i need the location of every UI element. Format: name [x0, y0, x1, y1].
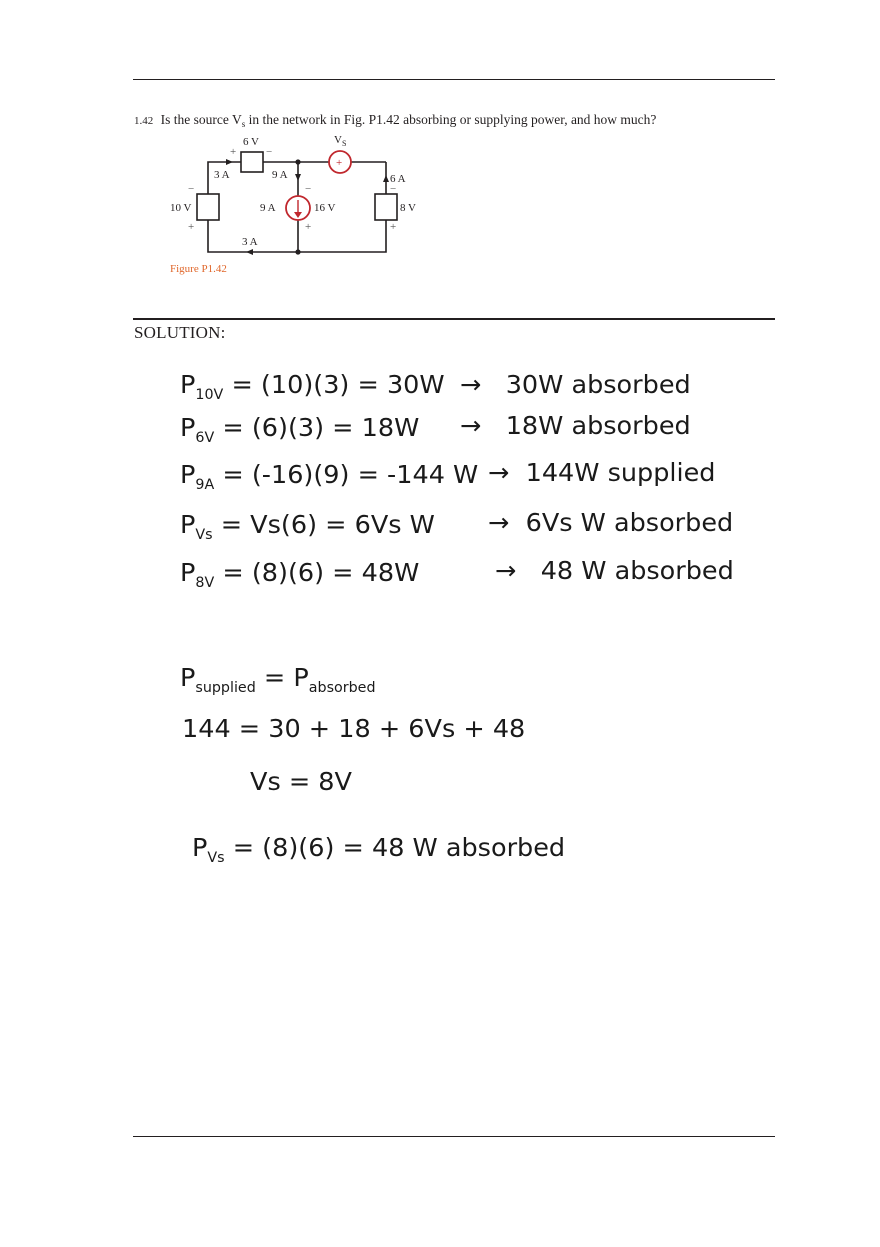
power-expression: = (6)(3) = 18W: [222, 413, 420, 442]
label-9a-branch: 9 A: [272, 169, 288, 181]
sign-8v-minus: −: [390, 183, 397, 195]
power-expression: = (8)(6) = 48W: [222, 558, 420, 587]
power-expression: = Vs(6) = 6Vs W: [220, 510, 435, 539]
label-10v: 10 V: [170, 202, 192, 214]
arrow-glyph: →: [488, 508, 510, 537]
sign-10v-plus: +: [188, 221, 195, 233]
power-result: 18W absorbed: [505, 411, 691, 440]
arrow-glyph: →: [460, 411, 482, 440]
arrow-9a-branch: [295, 174, 301, 181]
arrow-3a-top: [226, 159, 233, 165]
arrow-glyph: →: [488, 458, 510, 487]
power-line-10v: [180, 370, 445, 403]
problem-text-after: in the network in Fig. P1.42 absorbing or supplying power, and how much?: [245, 112, 657, 127]
bottom-rule: [133, 1136, 775, 1137]
sign-16v-minus: −: [305, 183, 312, 195]
final-power-line: [192, 833, 566, 866]
power-result-8v: [495, 556, 734, 586]
power-line-6v: [180, 413, 420, 446]
power-symbol: P: [180, 460, 196, 489]
sign-6v-plus: +: [230, 146, 237, 158]
power-result-6v: [460, 411, 691, 441]
label-8v: 8 V: [400, 202, 416, 214]
power-line-9a: [180, 460, 479, 493]
power-subscript: Vs: [195, 527, 213, 543]
power-result-vs: [488, 508, 733, 538]
problem-number: 1.42: [134, 115, 154, 127]
figure-caption: Figure P1.42: [170, 263, 227, 275]
circuit-diagram: [160, 128, 430, 263]
label-3a-bottom: 3 A: [242, 236, 258, 248]
final-power-expression: = (8)(6) = 48 W absorbed: [232, 833, 566, 862]
power-expression: = (-16)(9) = -144 W: [222, 460, 479, 489]
balance-p2: P: [293, 663, 309, 692]
power-result-9a: [488, 458, 715, 488]
power-symbol: P: [180, 413, 196, 442]
vs-plus-sign: +: [336, 157, 343, 169]
arrow-glyph: →: [460, 370, 482, 399]
label-16v: 16 V: [314, 202, 336, 214]
sign-8v-plus: +: [390, 221, 397, 233]
element-6v: [241, 152, 263, 172]
problem-text-before: Is the source V: [160, 112, 242, 127]
power-subscript: 9A: [195, 477, 215, 493]
power-expression: = (10)(3) = 30W: [231, 370, 445, 399]
arrow-glyph: →: [495, 556, 517, 585]
label-6a: 6 A: [390, 173, 406, 185]
label-6v: 6 V: [243, 136, 259, 148]
junction-bottom: [295, 249, 300, 254]
power-result: 30W absorbed: [505, 370, 691, 399]
problem-statement: [134, 112, 656, 129]
balance-sub2: absorbed: [308, 680, 376, 696]
power-line-vs: [180, 510, 435, 543]
label-9a-source: 9 A: [260, 202, 276, 214]
sign-16v-plus: +: [305, 221, 312, 233]
sign-6v-minus: −: [266, 146, 273, 158]
power-line-8v: [180, 558, 420, 591]
power-result-10v: [460, 370, 691, 400]
label-vs: [334, 134, 346, 148]
power-subscript: 8V: [195, 575, 215, 591]
arrow-3a-bottom: [246, 249, 253, 255]
power-balance-line: [180, 663, 376, 696]
top-rule: [133, 79, 775, 80]
balance-sub1: supplied: [195, 680, 256, 696]
power-symbol: P: [180, 558, 196, 587]
final-power-symbol: P: [192, 833, 208, 862]
power-symbol: P: [180, 510, 196, 539]
power-subscript: 10V: [195, 387, 224, 403]
power-result: 6Vs W absorbed: [525, 508, 734, 537]
power-result: 144W supplied: [525, 458, 716, 487]
vs-result-line: Vs = 8V: [250, 767, 352, 796]
element-10v: [197, 194, 219, 220]
element-8v: [375, 194, 397, 220]
balance-p1: P: [180, 663, 196, 692]
balance-eq: =: [255, 663, 294, 692]
junction-top: [295, 159, 300, 164]
label-3a-top: 3 A: [214, 169, 230, 181]
power-symbol: P: [180, 370, 196, 399]
arrow-6a: [383, 175, 389, 182]
power-subscript: 6V: [195, 430, 215, 446]
label-vs-sub: S: [341, 139, 347, 148]
power-result: 48 W absorbed: [540, 556, 734, 585]
sign-10v-minus: −: [188, 183, 195, 195]
label-vs-main: V: [334, 134, 342, 146]
sum-line: 144 = 30 + 18 + 6Vs + 48: [182, 714, 526, 743]
final-power-subscript: Vs: [207, 850, 225, 866]
solution-rule: [133, 318, 775, 320]
solution-heading: SOLUTION:: [134, 323, 226, 342]
problem-text-sub: s: [241, 119, 246, 129]
